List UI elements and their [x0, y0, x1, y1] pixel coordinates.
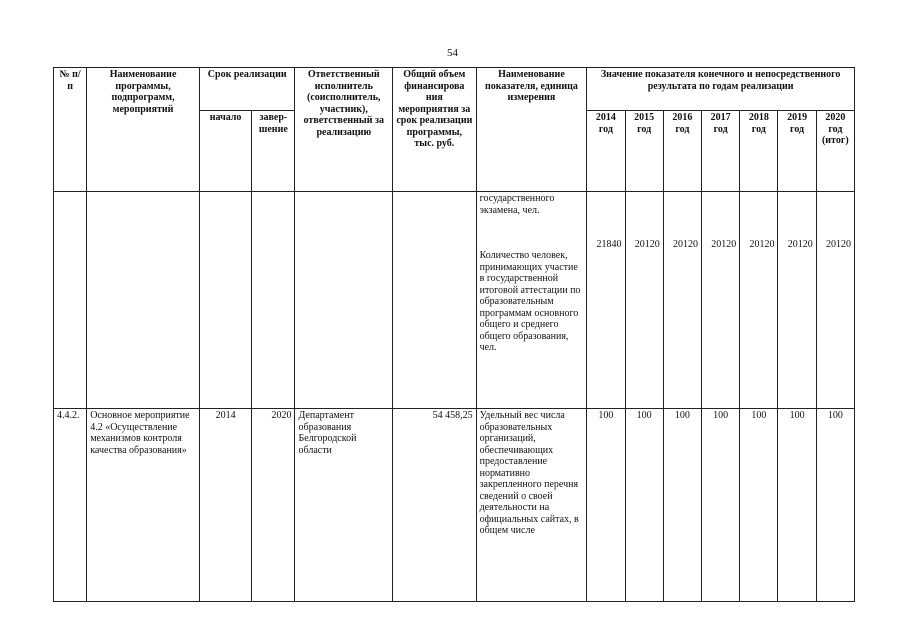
value-2014: 100 [587, 409, 625, 602]
header-indicator: Наименование показателя, единица измерения [476, 68, 587, 192]
header-term: Срок реализации [199, 68, 295, 111]
indicators-table [53, 67, 855, 602]
value-2016: 20120 [663, 192, 701, 409]
indicator-exam-tail: государственного экзамена, чел. [479, 193, 555, 216]
value-2016: 100 [663, 409, 701, 602]
value-2018: 20120 [740, 192, 778, 409]
header-values-title: Значение показателя конечного и непосредственного результата по годам реализации [587, 68, 855, 111]
header-executor: Ответственный исполнитель (соисполнитель, участник), ответственный за реализацию [295, 68, 393, 192]
cell-volume: 54 458,25 [393, 409, 477, 602]
cell-executor-empty [295, 192, 393, 409]
header-row-1 [54, 68, 855, 111]
cell-executor: Департамент образования Белгородской области [295, 409, 393, 602]
header-year-2018: 2018 год [740, 111, 778, 192]
header-year-2017: 2017 год [701, 111, 739, 192]
table-row-4-4-2 [54, 409, 855, 602]
value-2019: 100 [778, 409, 816, 602]
header-year-2019: 2019 год [778, 111, 816, 192]
header-year-2020: 2020 год (итог) [816, 111, 854, 192]
value-2015: 100 [625, 409, 663, 602]
cell-indicator-share: Удельный вес числа образовательных организаций, обеспечивающих предоставление нормативно закрепленного перечня сведений о своей деятельности на официальных сайтах, в общем числе [476, 409, 587, 602]
value-2018: 100 [740, 409, 778, 602]
cell-num-empty [54, 192, 87, 409]
header-end: завер-шение [252, 111, 295, 192]
cell-num: 4.4.2. [54, 409, 87, 602]
cell-end: 2020 [252, 409, 295, 602]
value-2019: 20120 [778, 192, 816, 409]
cell-start: 2014 [199, 409, 251, 602]
header-num: № п/п [54, 68, 87, 192]
cell-start-empty [199, 192, 251, 409]
header-year-2014: 2014 год [587, 111, 625, 192]
value-2015: 20120 [625, 192, 663, 409]
value-2020: 20120 [816, 192, 854, 409]
header-year-2015: 2015 год [625, 111, 663, 192]
cell-name-empty [87, 192, 200, 409]
cell-indicator [476, 192, 587, 409]
value-2020: 100 [816, 409, 854, 602]
header-year-2016: 2016 год [663, 111, 701, 192]
header-volume: Общий объем финансирова ния мероприятия за срок реализации программы, тыс. руб. [393, 68, 477, 192]
indicator-participants: Количество человек, принимающих участие в государственной итоговой аттестации по образовательным программам основного общего и среднего общего образования, чел. [479, 250, 581, 353]
header-name: Наименование программы, подпрограмм, мероприятий [87, 68, 200, 192]
table-row-continued [54, 192, 855, 409]
cell-name: Основное мероприятие 4.2 «Осуществление механизмов контроля качества образования» [87, 409, 200, 602]
value-2017: 20120 [701, 192, 739, 409]
value-2014: 21840 [587, 192, 625, 409]
value-2017: 100 [701, 409, 739, 602]
page-number: 54 [447, 47, 458, 59]
cell-volume-empty [393, 192, 477, 409]
cell-end-empty [252, 192, 295, 409]
header-start: начало [199, 111, 251, 192]
